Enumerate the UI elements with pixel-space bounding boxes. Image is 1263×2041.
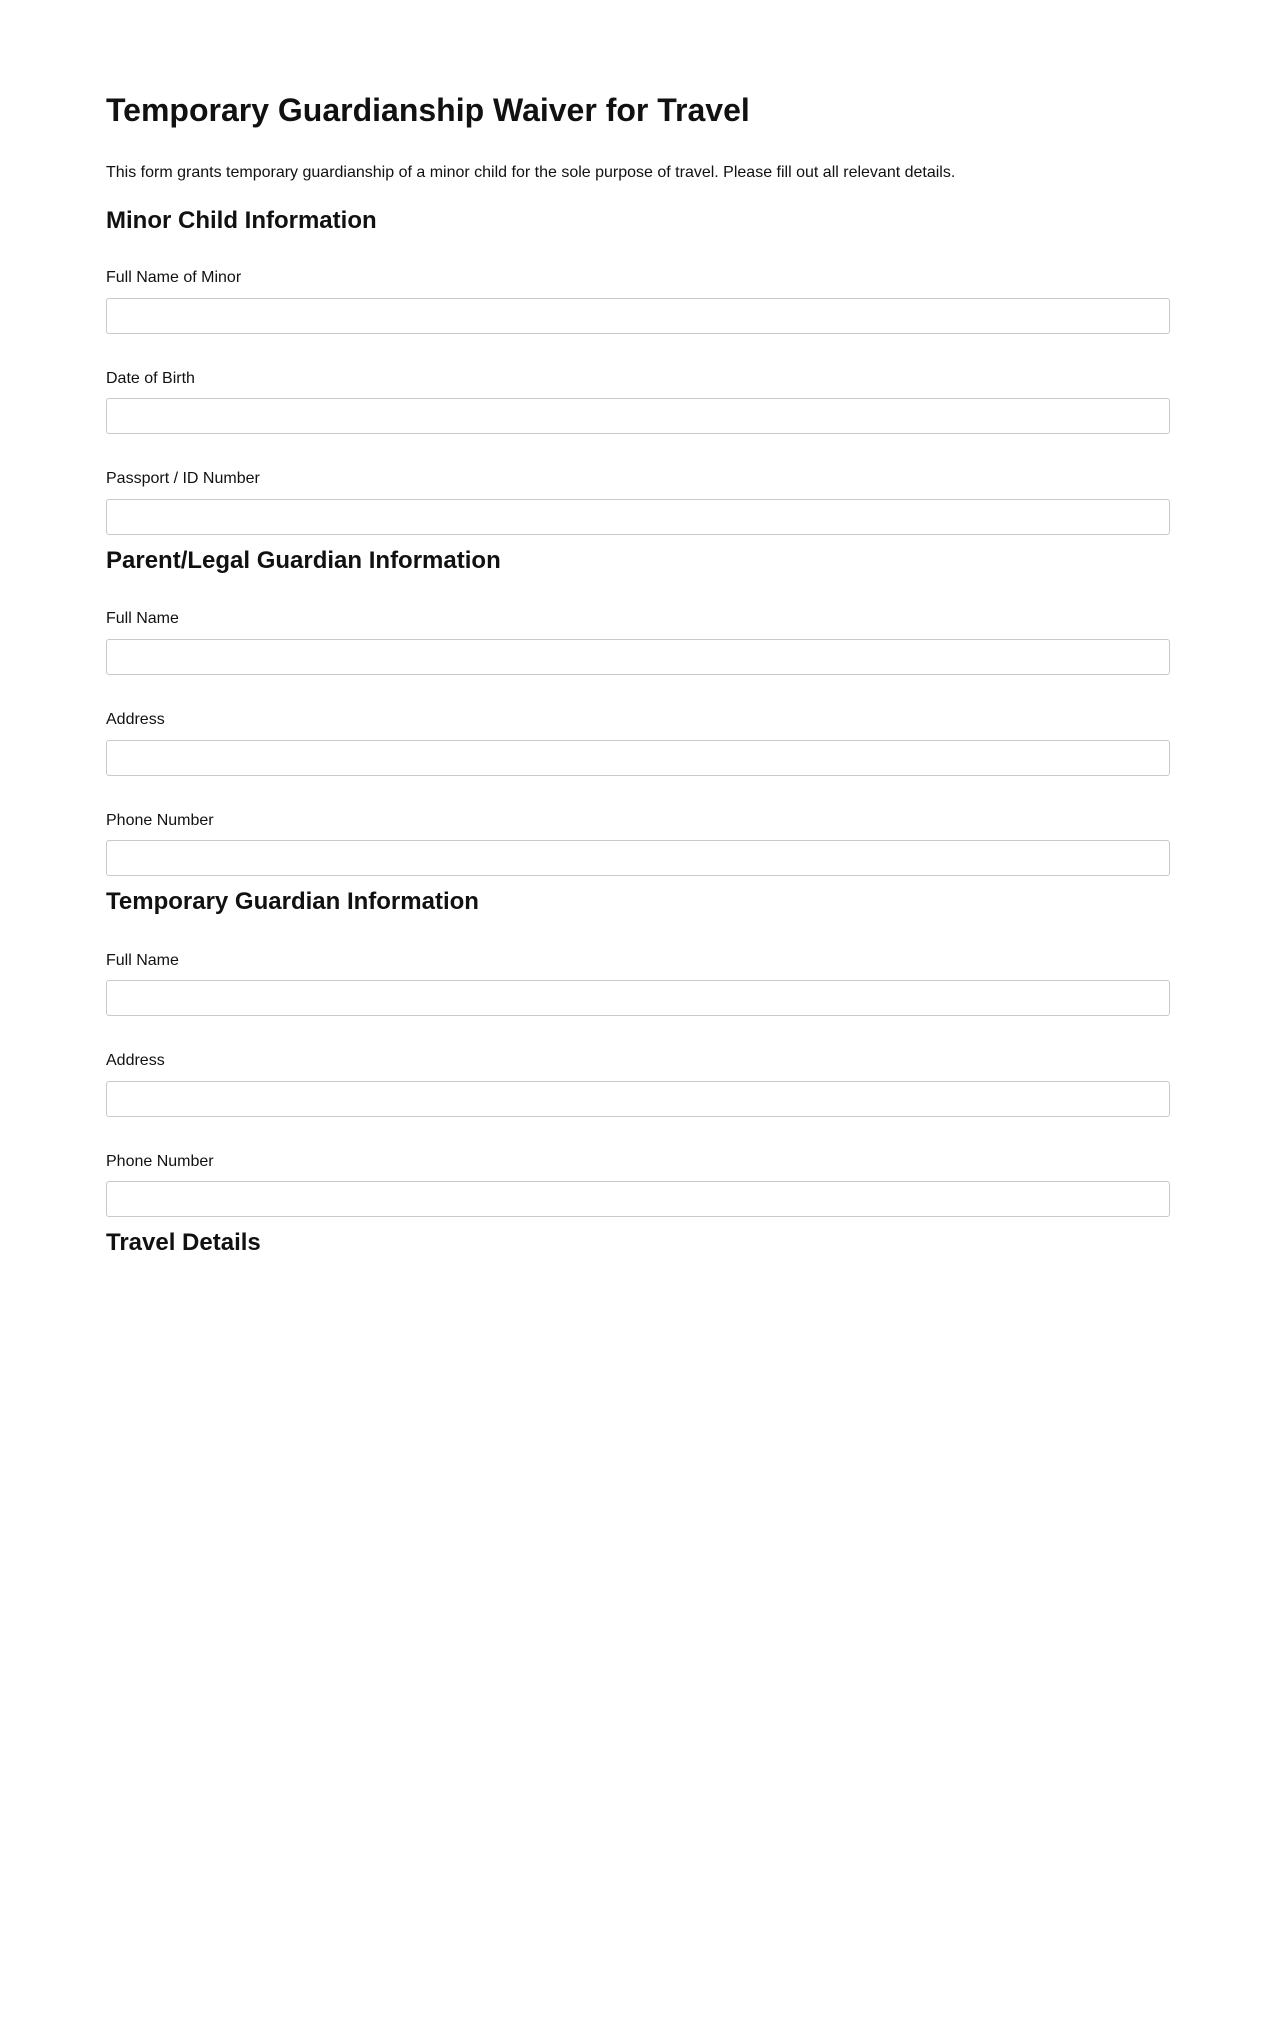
section-heading-travel: Travel Details <box>106 1229 261 1256</box>
parent-phone-label: Phone Number <box>106 812 214 829</box>
minor-full-name-input[interactable] <box>106 298 1170 334</box>
minor-full-name-label: Full Name of Minor <box>106 269 242 286</box>
guardian-phone-input[interactable] <box>106 1181 1170 1217</box>
parent-phone-input[interactable] <box>106 840 1170 876</box>
parent-address-input[interactable] <box>106 740 1170 776</box>
page-title: Temporary Guardianship Waiver for Travel <box>106 92 750 128</box>
section-heading-minor: Minor Child Information <box>106 207 377 234</box>
parent-address-label: Address <box>106 711 165 728</box>
parent-full-name-label: Full Name <box>106 610 179 627</box>
guardian-address-input[interactable] <box>106 1081 1170 1117</box>
minor-date-of-birth-input[interactable] <box>106 398 1170 434</box>
section-heading-temporary-guardian: Temporary Guardian Information <box>106 888 479 915</box>
guardian-full-name-label: Full Name <box>106 952 179 969</box>
section-heading-parent: Parent/Legal Guardian Information <box>106 547 501 574</box>
minor-passport-id-input[interactable] <box>106 499 1170 535</box>
minor-passport-id-label: Passport / ID Number <box>106 470 260 487</box>
guardian-address-label: Address <box>106 1052 165 1069</box>
form-intro: This form grants temporary guardianship of a minor child for the sole purpose of travel. Please fill out all relevant details. <box>106 164 956 181</box>
guardian-full-name-input[interactable] <box>106 980 1170 1016</box>
guardian-phone-label: Phone Number <box>106 1153 214 1170</box>
parent-full-name-input[interactable] <box>106 639 1170 675</box>
minor-date-of-birth-label: Date of Birth <box>106 370 195 387</box>
